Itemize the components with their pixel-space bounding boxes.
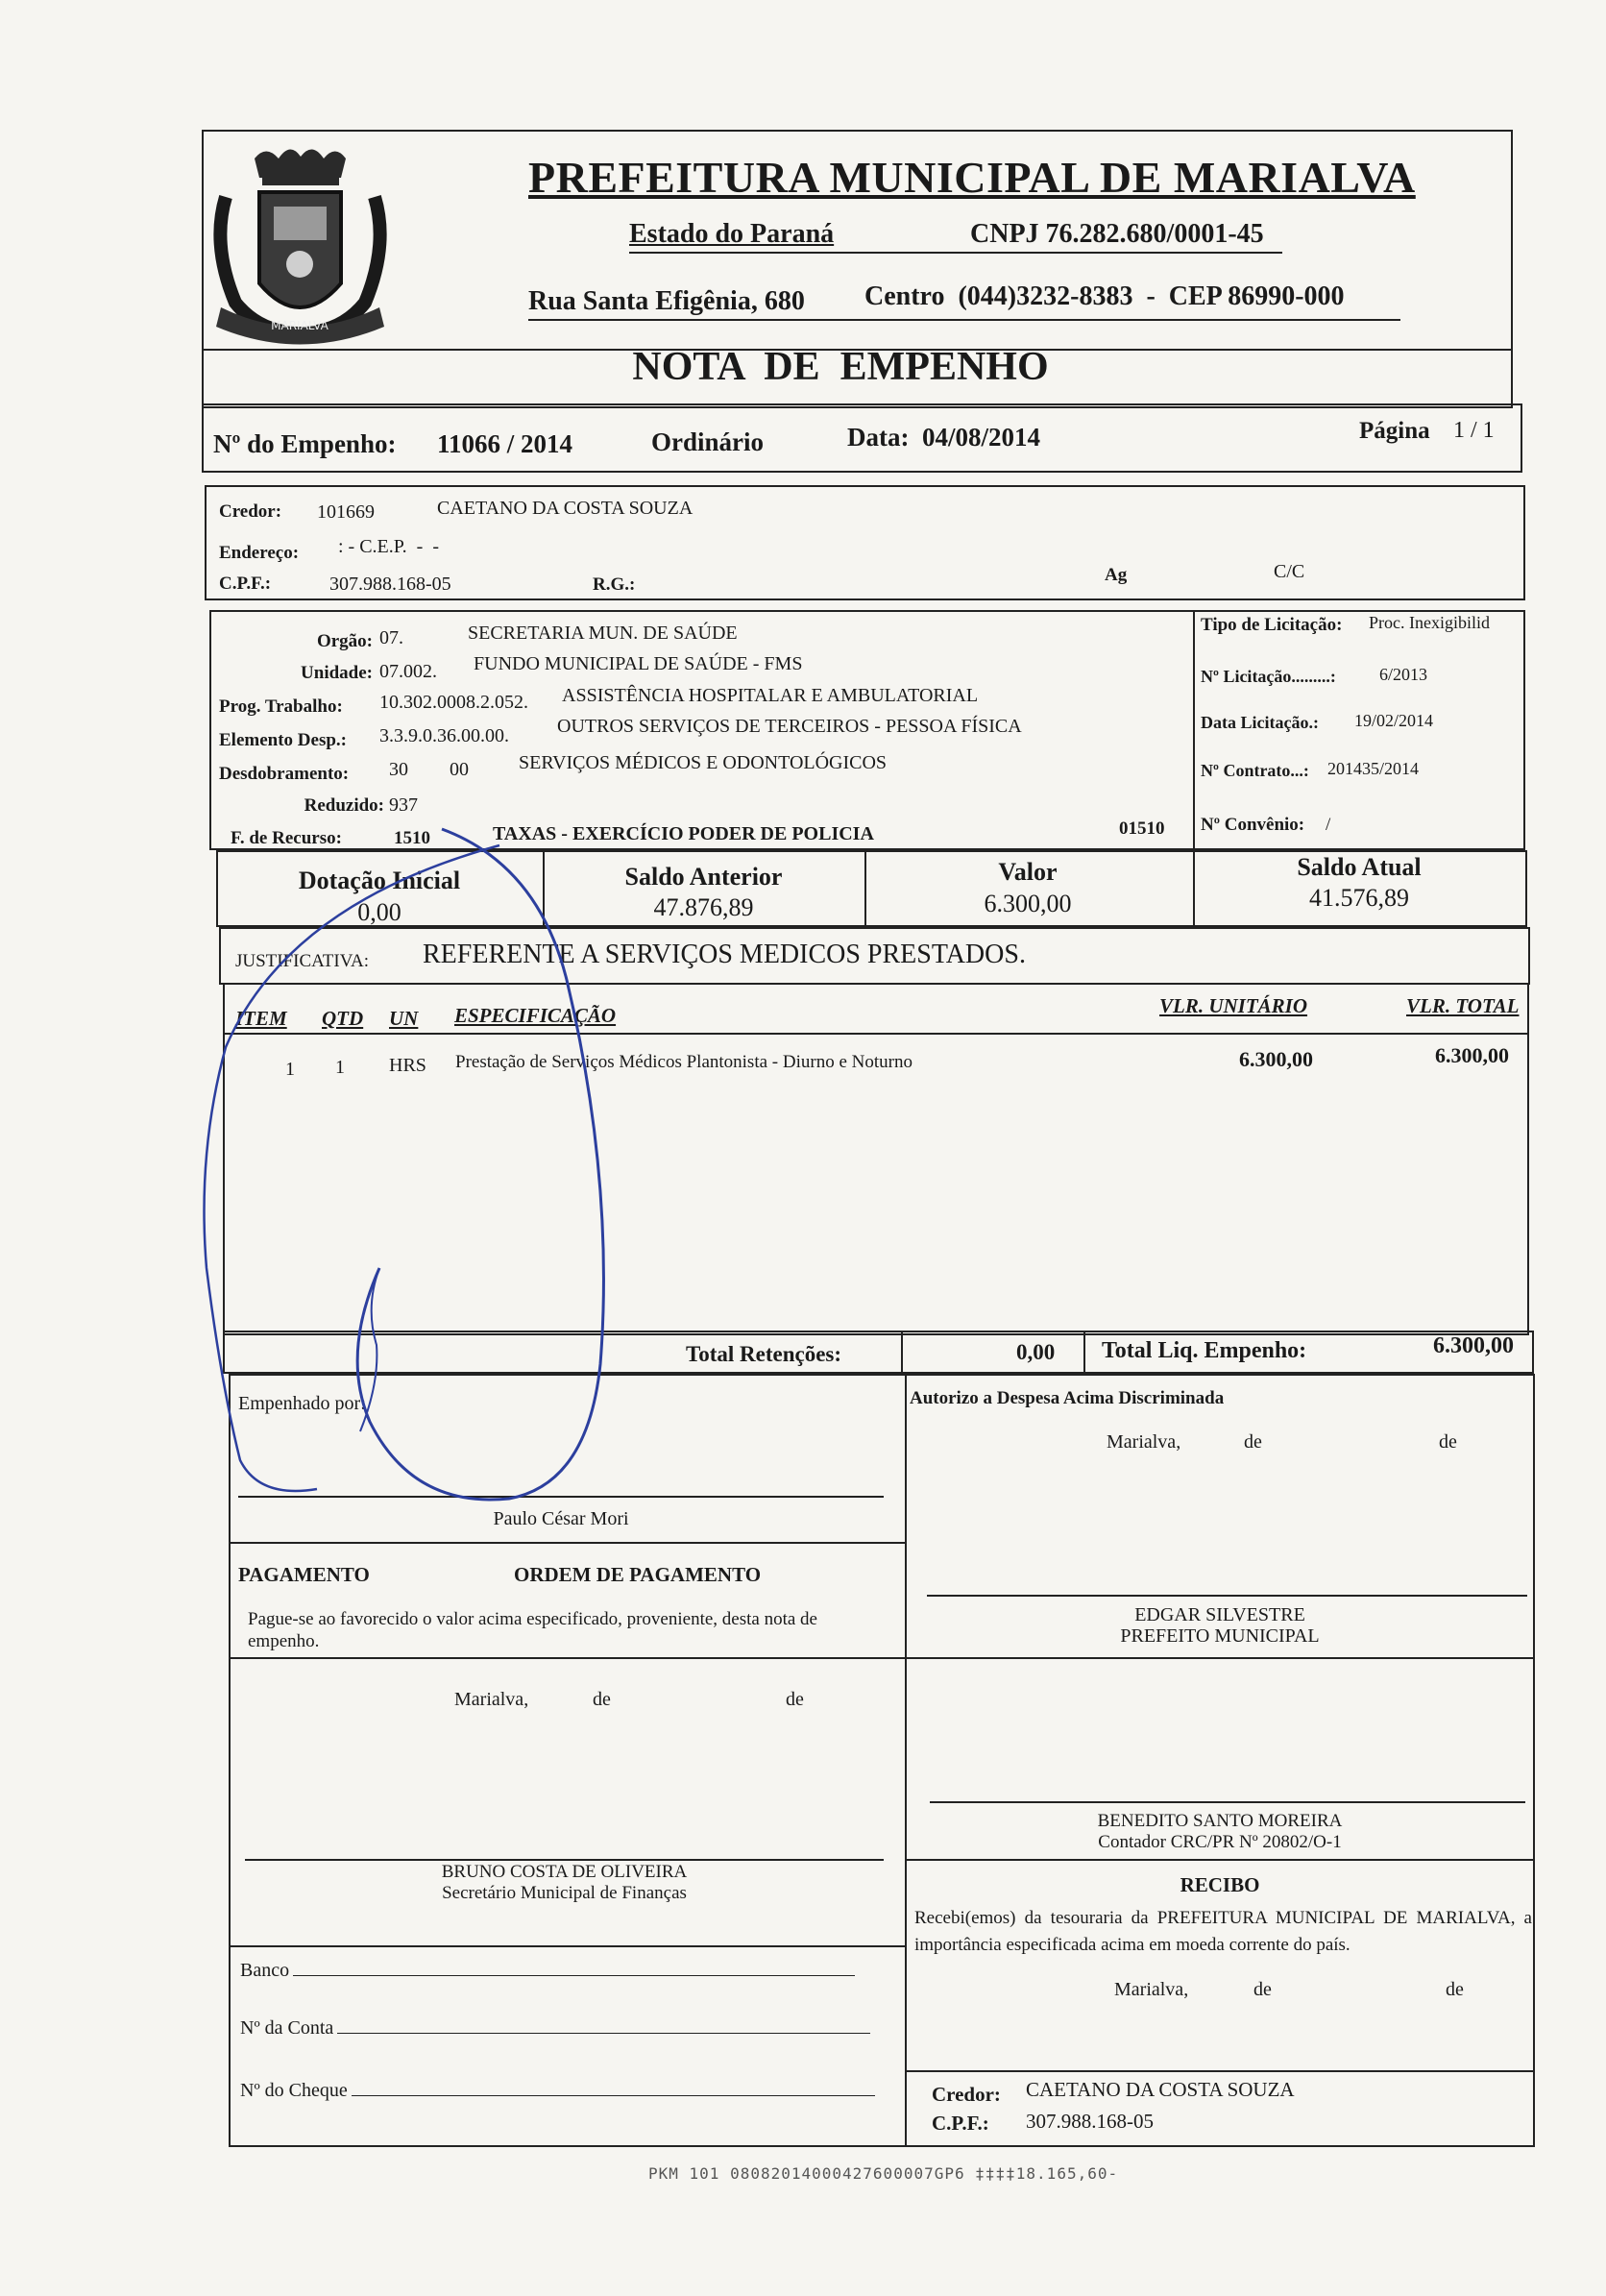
credor-name: CAETANO DA COSTA SOUZA (437, 498, 694, 519)
prefeitura-title: PREFEITURA MUNICIPAL DE MARIALVA (528, 153, 1416, 202)
pagamento-de-2: de (786, 1689, 804, 1710)
saldo-atual-label: Saldo Atual (1297, 853, 1422, 881)
total-liquido-value: 6.300,00 (1433, 1333, 1514, 1358)
tipo-licitacao-label: Tipo de Licitação: (1201, 615, 1343, 635)
reduzido-label: Reduzido: (304, 795, 384, 816)
row-un: HRS (389, 1055, 426, 1076)
empenho-date: 04/08/2014 (922, 423, 1041, 452)
col-header-especificacao: ESPECIFICAÇÃO (454, 1004, 617, 1027)
document-title: NOTA DE EMPENHO (632, 345, 1049, 389)
recibo-city: Marialva, (1114, 1979, 1189, 2000)
cpf-value: 307.988.168-05 (329, 574, 451, 595)
street-label: Rua Santa Efigênia, 680 (528, 286, 805, 316)
recibo-cpf-label: C.P.F.: (932, 2112, 989, 2135)
saldo-anterior-label: Saldo Anterior (624, 863, 783, 891)
elemento-name: OUTROS SERVIÇOS DE TERCEIROS - PESSOA FÍSICA (557, 716, 1022, 737)
pagamento-city: Marialva, (454, 1689, 529, 1710)
desdobramento-code1: 30 (389, 759, 408, 780)
autorizo-de-1: de (1244, 1431, 1262, 1453)
saldo-atual-value: 41.576,89 (1309, 884, 1409, 912)
credor-code: 101669 (317, 501, 375, 523)
recurso-code: 1510 (394, 828, 430, 848)
orgao-label: Orgão: (316, 631, 373, 651)
col-header-vlr-total: VLR. TOTAL (1406, 994, 1520, 1017)
recibo-text: Recebi(emos) da tesouraria da PREFEITURA MUNICIPAL DE MARIALVA, a importância especificada acima em moeda corrente do país. (914, 1908, 1532, 1955)
rg-label: R.G.: (593, 574, 636, 595)
prog-label: Prog. Trabalho: (219, 696, 343, 717)
recibo-de-1: de (1253, 1979, 1272, 2000)
prefeito-name: EDGAR SILVESTRE (1134, 1604, 1305, 1625)
valor-value: 6.300,00 (984, 890, 1072, 917)
dotacao-label: Dotação Inicial (298, 867, 461, 894)
desdobramento-name: SERVIÇOS MÉDICOS E ODONTOLÓGICOS (519, 752, 888, 773)
autorizo-label: Autorizo a Despesa Acima Discriminada (910, 1388, 1225, 1408)
autorizo-city: Marialva, (1107, 1431, 1181, 1453)
cc-label: C/C (1274, 561, 1305, 582)
justificativa-text: REFERENTE A SERVIÇOS MEDICOS PRESTADOS. (423, 940, 1026, 969)
recibo-de-2: de (1446, 1979, 1464, 2000)
recurso-label: F. de Recurso: (231, 828, 342, 848)
col-header-vlr-unitario: VLR. UNITÁRIO (1159, 994, 1308, 1017)
page-label: Página (1359, 418, 1430, 444)
footer-code: PKM 101 08082014000427600007GP6 ‡‡‡‡18.165,60- (648, 2164, 1119, 2183)
svg-text:MARIALVA: MARIALVA (271, 319, 328, 332)
unidade-name: FUNDO MUNICIPAL DE SAÚDE - FMS (474, 653, 803, 674)
conta-label: Nº da Conta (240, 2017, 334, 2039)
empenho-type: Ordinário (651, 427, 765, 456)
empenho-number: 11066 / 2014 (437, 429, 573, 458)
conta-field[interactable] (240, 2017, 884, 2046)
pagamento-text: Pague-se ao favorecido o valor acima especificado, proveniente, desta nota de empenho. (248, 1609, 817, 1651)
desdobramento-label: Desdobramento: (219, 764, 350, 784)
empenhado-por-label: Empenhado por: (238, 1393, 366, 1414)
row-qtd: 1 (335, 1057, 345, 1078)
data-licitacao-label: Data Licitação.: (1201, 713, 1319, 732)
contrato-label: Nº Contrato...: (1201, 761, 1309, 780)
total-liquido-label: Total Liq. Empenho: (1102, 1338, 1307, 1363)
unidade-label: Unidade: (301, 663, 373, 683)
recibo-credor-name: CAETANO DA COSTA SOUZA (1026, 2078, 1295, 2101)
recurso-name: TAXAS - EXERCÍCIO PODER DE POLICIA (493, 823, 874, 844)
endereco-label: Endereço: (219, 543, 300, 563)
licitacao-number: 6/2013 (1379, 665, 1428, 684)
recibo-title: RECIBO (1180, 1873, 1260, 1896)
reduzido-value: 937 (389, 794, 418, 816)
table-row (223, 1043, 1529, 1082)
ordem-pagamento-label: ORDEM DE PAGAMENTO (514, 1563, 762, 1586)
contador-name: BENEDITO SANTO MOREIRA (1097, 1811, 1343, 1831)
ag-label: Ag (1105, 565, 1128, 585)
col-header-un: UN (389, 1007, 419, 1030)
cheque-field[interactable] (240, 2080, 884, 2109)
desdobramento-code2: 00 (450, 759, 469, 780)
prog-name: ASSISTÊNCIA HOSPITALAR E AMBULATORIAL (562, 685, 979, 706)
justificativa-label: JUSTIFICATIVA: (235, 951, 370, 971)
row-item: 1 (285, 1059, 295, 1080)
address-label: Centro (044)3232-8383 - CEP 86990-000 (864, 281, 1345, 311)
contrato-value: 201435/2014 (1327, 759, 1420, 778)
total-retencoes-value: 0,00 (1016, 1340, 1056, 1364)
empenho-number-label: Nº do Empenho: (213, 429, 397, 458)
recurso-number: 01510 (1119, 818, 1165, 839)
orgao-code: 07. (379, 627, 403, 648)
credor-label: Credor: (219, 501, 282, 522)
totals-box (223, 1331, 1534, 1374)
state-label: Estado do Paraná (629, 219, 835, 249)
coat-of-arms-logo (207, 139, 394, 355)
tipo-licitacao-value: Proc. Inexigibilid (1369, 613, 1490, 632)
secretario-role: Secretário Municipal de Finanças (442, 1883, 687, 1903)
orgao-name: SECRETARIA MUN. DE SAÚDE (468, 623, 738, 644)
pagamento-de-1: de (593, 1689, 611, 1710)
autorizo-de-2: de (1439, 1431, 1457, 1453)
row-vlr-total: 6.300,00 (1435, 1043, 1509, 1067)
secretario-name: BRUNO COSTA DE OLIVEIRA (441, 1862, 688, 1882)
items-box (223, 985, 1529, 1335)
cheque-label: Nº do Cheque (240, 2080, 348, 2101)
row-especificacao: Prestação de Serviços Médicos Plantonista - Diurno e Noturno (455, 1052, 912, 1072)
endereco-value: : - C.E.P. - - (338, 536, 439, 557)
col-header-qtd: QTD (322, 1007, 364, 1030)
empenho-date-label: Data: (847, 423, 910, 452)
page-number: 1 / 1 (1453, 418, 1495, 443)
col-header-item: ITEM (235, 1007, 287, 1030)
prog-code: 10.302.0008.2.052. (379, 692, 528, 713)
row-vlr-unitario: 6.300,00 (1239, 1047, 1313, 1071)
valor-label: Valor (998, 858, 1058, 886)
elemento-label: Elemento Desp.: (219, 730, 347, 750)
contador-role: Contador CRC/PR Nº 20802/O-1 (1098, 1832, 1342, 1852)
recibo-cpf-value: 307.988.168-05 (1026, 2110, 1154, 2133)
data-licitacao-value: 19/02/2014 (1354, 711, 1434, 730)
empenhado-por-name: Paulo César Mori (493, 1508, 629, 1529)
unidade-code: 07.002. (379, 661, 437, 682)
dotacao-value: 0,00 (357, 898, 402, 926)
banco-field[interactable] (240, 1960, 884, 1989)
elemento-code: 3.3.9.0.36.00.00. (379, 725, 509, 746)
cnpj-label: CNPJ 76.282.680/0001-45 (970, 219, 1264, 249)
convenio-label: Nº Convênio: (1201, 815, 1305, 835)
saldo-anterior-value: 47.876,89 (653, 893, 754, 921)
licitacao-number-label: Nº Licitação.........: (1201, 667, 1336, 686)
prefeito-role: PREFEITO MUNICIPAL (1120, 1625, 1320, 1647)
recibo-credor-label: Credor: (932, 2083, 1001, 2106)
total-retencoes-label: Total Retenções: (686, 1342, 842, 1366)
pagamento-label: PAGAMENTO (238, 1563, 370, 1586)
convenio-value: / (1326, 815, 1331, 835)
banco-label: Banco (240, 1960, 290, 1981)
cpf-label: C.P.F.: (219, 574, 272, 594)
